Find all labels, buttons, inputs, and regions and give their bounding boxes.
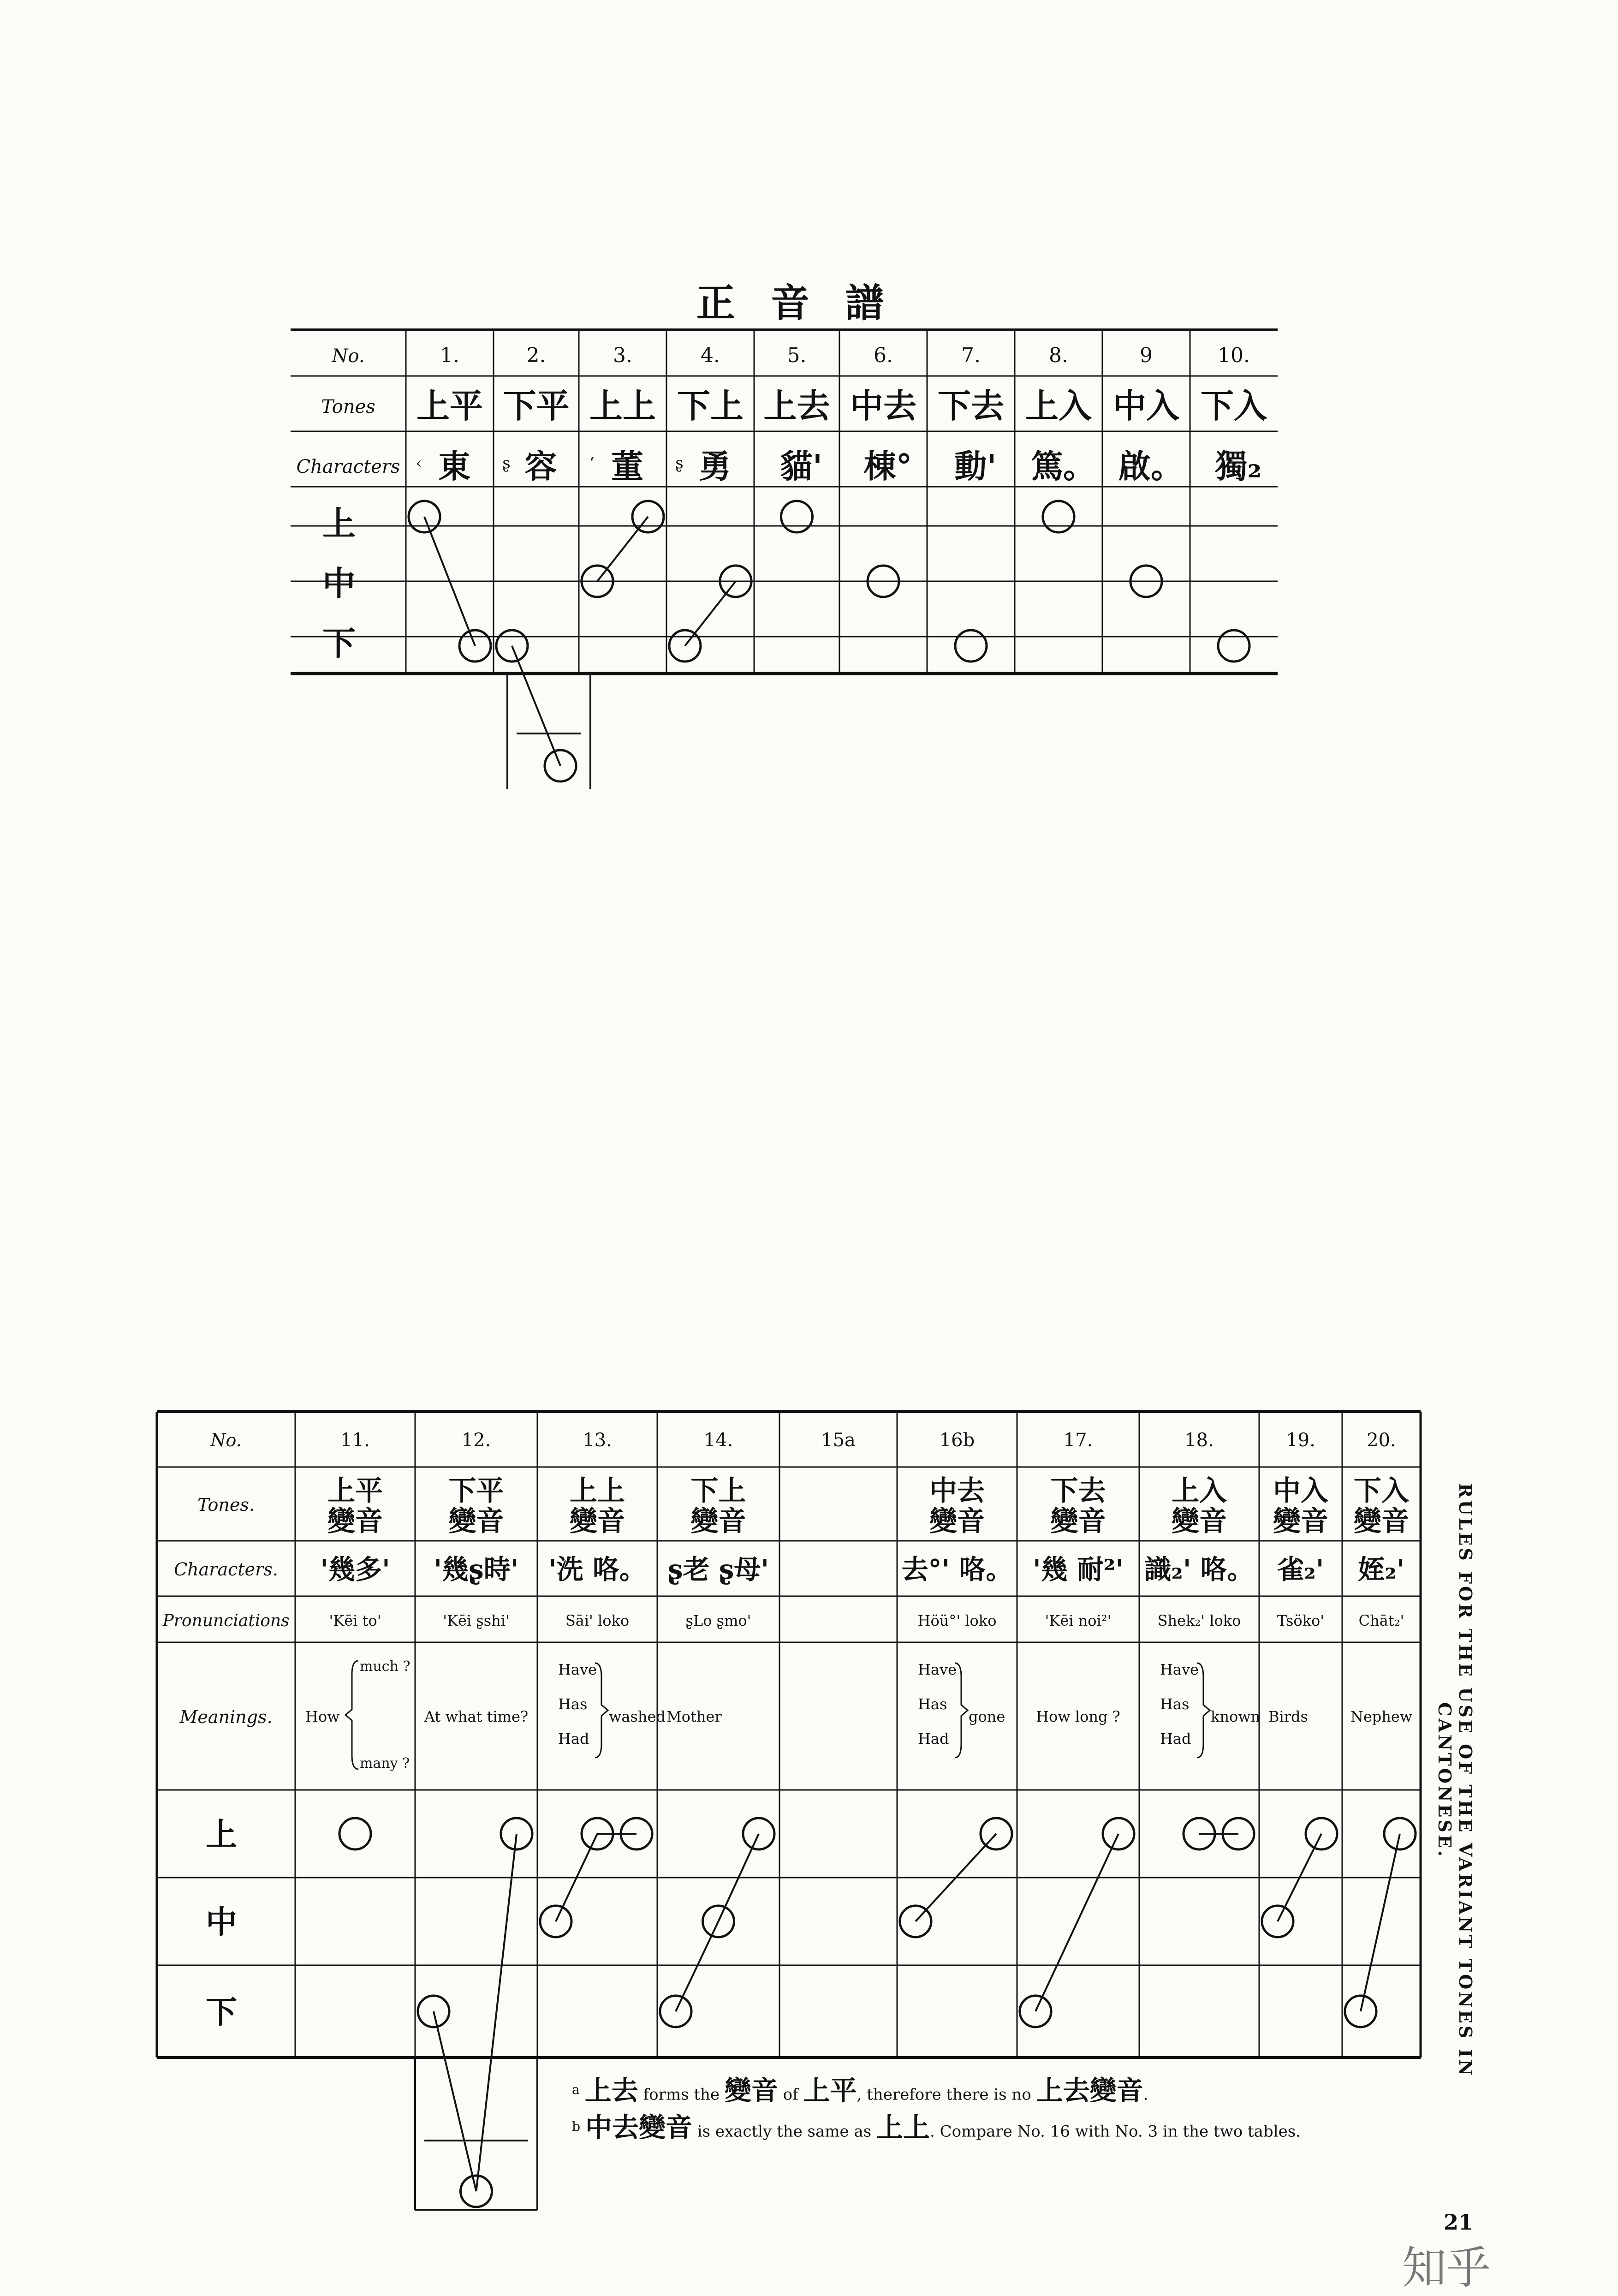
footnote-text: . Compare No. 16 with No. 3 in the two tables. [930,2122,1301,2141]
tone-name: 下上 [690,1475,746,1507]
row-label-upper: 上 [322,504,356,543]
tone-contour-line [512,646,560,766]
footnote-chinese: 中去變音 [585,2111,692,2143]
row-label-meanings: Meanings. [179,1707,273,1727]
tone-mark: ‹ [416,454,422,472]
variant-label: 變音 [690,1505,746,1538]
variant-label: 變音 [929,1505,985,1538]
row-label-no: No. [332,346,365,367]
tone-name: 中去 [929,1475,985,1507]
meaning-text: Had [918,1730,949,1747]
column-number: 7. [961,344,981,367]
footnote-text: . [1143,2085,1148,2104]
character: ʂ老 ʂ母' [667,1554,769,1585]
column-number: 1. [440,344,459,367]
character: '幾 耐²' [1032,1554,1124,1585]
tone-circle-icon [781,501,813,532]
table1-title: 正 音 譜 [696,280,895,326]
character: '洗 咯。 [548,1554,646,1585]
column-number: 6. [874,344,893,367]
row-label-upper: 上 [205,1816,238,1853]
column-number: 8. [1049,344,1068,367]
character: 貓' [780,447,823,485]
meaning-text: How long ? [1036,1708,1120,1725]
meaning-text: Birds [1268,1708,1308,1725]
pronunciation: Shek₂' loko [1157,1612,1241,1629]
column-number: 19. [1286,1430,1315,1451]
row-label-characters: Characters. [174,1559,278,1580]
meaning-text: Have [1160,1661,1199,1678]
column-number: 3. [613,344,632,367]
tone-contour-line [1361,1834,1400,2011]
meaning-text: many ? [360,1755,410,1771]
character: 動' [954,447,997,485]
footnote-a [572,2071,1448,2113]
meaning-text: Mother [666,1708,722,1725]
tone-name: 上入 [1172,1475,1227,1507]
row-label-no: No. [210,1430,242,1450]
meaning-text: How [305,1708,340,1725]
pronunciation: 'Kēi ʂshi' [443,1612,510,1629]
tone-name: 下平 [503,386,570,425]
meaning-text: gone [969,1708,1005,1725]
column-number: 12. [461,1430,491,1451]
character: 棟° [863,447,912,485]
variant-label: 變音 [1273,1505,1328,1538]
meaning-text: At what time? [424,1708,529,1725]
variant-label: 變音 [1050,1505,1106,1538]
character: 東 [438,447,470,485]
row-label-lower: 下 [205,1994,238,2031]
tone-circle-icon [955,630,987,662]
tone-name: 下上 [677,386,744,425]
tone-name: 下入 [1354,1475,1409,1507]
tone-name: 下去 [937,386,1005,425]
column-number: 20. [1367,1430,1396,1451]
meaning-text: Nephew [1350,1708,1413,1725]
pronunciation: Chāt₂' [1358,1612,1404,1629]
pronunciation: Sāi' loko [565,1612,630,1629]
variant-label: 變音 [448,1505,504,1538]
variant-label: 變音 [1354,1505,1409,1538]
row-label-characters: Characters [296,456,400,477]
meaning-text: Have [918,1661,957,1678]
brace-icon [955,1663,968,1758]
side-title: RULES FOR THE USE OF THE VARIANT TONES IN CANTONESE. [1434,1483,1476,2078]
brace-icon [1197,1663,1210,1758]
tone-mark: ʂ [502,454,511,472]
column-number: 5. [787,344,807,367]
tone-name: 上去 [763,386,830,425]
footnote-marker: a [572,2082,580,2097]
brace-icon [345,1661,358,1769]
column-number: 2. [526,344,546,367]
meaning-text: Has [558,1695,588,1713]
tone-name: 下平 [448,1475,504,1507]
tone-circle-icon [1218,630,1249,662]
variant-label: 變音 [570,1505,625,1538]
meaning-text: Had [1160,1730,1191,1747]
character: 容 [524,447,557,485]
column-number: 9 [1140,344,1153,367]
row-label-pronunciations: Pronunciations [162,1611,290,1630]
footnote-text: of [778,2085,803,2104]
row-label-lower: 下 [322,624,356,663]
tone-name: 上平 [327,1475,383,1507]
column-number: 10. [1218,344,1250,367]
row-label-tones: Tones [321,396,375,417]
tone-contour-line [1035,1834,1118,2011]
character: 董 [611,447,643,485]
footnote-text: forms the [638,2085,725,2104]
meaning-text: much ? [360,1658,410,1675]
pronunciation: Tsöko' [1277,1612,1325,1629]
footnote-marker: b [572,2119,581,2134]
column-number: 18. [1184,1430,1214,1451]
pronunciation: ʂLo ʂmo' [685,1612,751,1629]
pronunciation: 'Kēi noi²' [1045,1612,1112,1629]
tone-name: 上上 [589,386,656,425]
variant-label: 變音 [327,1505,383,1538]
character: '幾ʂ時' [434,1554,519,1585]
footnote-chinese: 變音 [724,2075,778,2106]
footnote-chinese: 上去 [584,2075,638,2106]
meaning-text: known [1211,1708,1261,1725]
footnote-text: is exactly the same as [692,2122,876,2141]
tone-name: 中入 [1273,1475,1328,1507]
tone-name: 下去 [1050,1475,1106,1507]
tone-mark: ʂ [675,454,684,472]
meaning-text: Has [1160,1695,1190,1713]
tone-name: 上入 [1025,386,1092,425]
footnote-b [572,2108,1448,2150]
character: 篤。 [1031,447,1095,485]
tone-name: 上上 [570,1475,625,1507]
character: 雀₂' [1277,1554,1324,1585]
row-label-middle: 中 [205,1904,238,1941]
tone-contour-line [476,1834,517,2191]
page-number: 21 [1444,2210,1474,2235]
column-number: 17. [1063,1430,1093,1451]
footnote-chinese: 上去變音 [1036,2075,1143,2106]
meaning-text: Have [558,1661,597,1678]
tone-circle-icon [339,1818,371,1849]
column-number: 11. [340,1430,370,1451]
character: 去°' 咯。 [901,1554,1013,1585]
footnote-text: , therefore there is no [857,2085,1036,2104]
meaning-text: Had [558,1730,589,1747]
tone-mark: ʻ [589,454,595,472]
tone-name: 中入 [1112,386,1180,425]
footnote-chinese: 上平 [803,2075,857,2106]
column-number: 13. [583,1430,612,1451]
variant-label: 變音 [1172,1505,1227,1538]
tone-contour-line [434,2011,476,2191]
meaning-text: washed [609,1708,666,1725]
character: 識₂' 咯。 [1144,1554,1254,1585]
pronunciation: Höü°' loko [917,1612,997,1629]
character: '幾多' [320,1554,390,1585]
meaning-text: Has [918,1695,947,1713]
column-number: 16b [939,1430,975,1451]
row-label-tones: Tones. [197,1495,255,1515]
character: 啟。 [1118,447,1183,485]
tone-name: 下入 [1200,386,1267,425]
tone-name: 中去 [850,386,917,425]
character: 獨₂ [1215,447,1262,485]
pronunciation: 'Kēi to' [329,1612,381,1629]
character: 勇 [699,447,731,485]
column-number: 4. [701,344,720,367]
tone-circle-icon [1043,501,1074,532]
row-label-middle: 中 [322,564,356,603]
column-number: 15a [821,1430,856,1451]
brace-icon [595,1663,608,1758]
watermark-logo: 知乎 [1402,2242,1491,2294]
tone-name: 上平 [416,386,483,425]
column-number: 14. [703,1430,733,1451]
character: 姪₂' [1358,1554,1405,1585]
footnote-chinese: 上上 [876,2111,930,2143]
